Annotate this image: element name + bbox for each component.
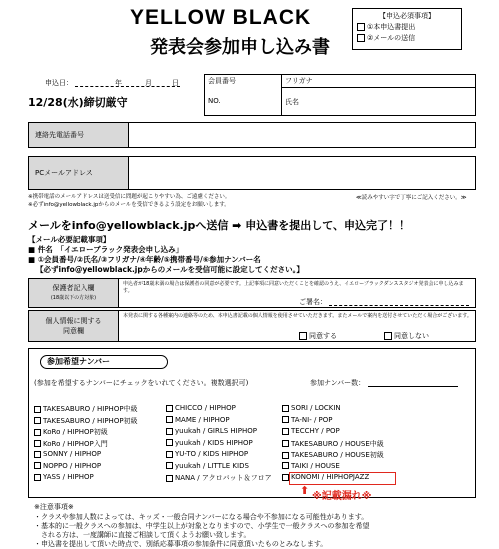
guardian-row [28, 278, 476, 308]
number-option-label: KoRo / HIPHOP入門 [43, 439, 108, 448]
required-item-1[interactable]: ①本申込書提出 [357, 22, 457, 33]
checkbox-icon [34, 429, 41, 436]
checkbox-icon [166, 462, 173, 469]
checkbox-icon [282, 474, 289, 481]
name-field[interactable]: 氏名 [282, 88, 476, 116]
note-line: ・申込書を提出して頂いた時点で、別紙応募事項の参加条件に同意頂いたものとみなします。 [34, 540, 328, 548]
number-option-label: yuukah / GIRLS HIPHOP [175, 427, 257, 435]
number-option-label: TAKESABURO / HIPHOP中級 [43, 405, 138, 413]
number-option[interactable] [34, 462, 101, 470]
number-count-label: 参加ナンバー数： [310, 379, 366, 387]
guardian-text: 申込者が18歳未満の場合は保護者の同意が必要です。上記事項に同意いただくことを確認のうえ、イエローブラックダンススタジオ発表会に申し込みます。 [123, 281, 464, 294]
number-option-label: TECCHY / POP [291, 427, 340, 435]
number-option[interactable] [34, 416, 138, 426]
checkbox-icon [166, 416, 173, 423]
number-option-label: NANA / アクロバット＆フロア [175, 474, 272, 482]
number-option[interactable] [166, 427, 257, 435]
number-option[interactable] [282, 416, 332, 424]
checkbox-icon [299, 332, 307, 340]
phone-input[interactable] [130, 123, 475, 147]
number-option[interactable] [166, 473, 272, 483]
checkbox-icon [34, 406, 41, 413]
numbers-instruction: (参加を希望するナンバーにチェックをいれてください。複数選択可) [34, 379, 249, 387]
mail-body: ■ ①会員番号/②氏名/③フリガナ/④年齢/⑤携帯番号/⑥参加ナンバー名 [28, 255, 261, 264]
number-option[interactable] [282, 439, 384, 449]
notes-title: ※注意事項※ [34, 503, 74, 511]
checkbox-icon [166, 475, 173, 482]
checkbox-icon [166, 428, 173, 435]
pc-mail-input[interactable] [130, 157, 475, 189]
note-line: ・クラスや参加人数によっては、キッズ・一般合同ナンバーになる場合や不参加になる可能性があります。 [34, 513, 369, 521]
pc-mail-row [28, 156, 476, 190]
furigana-label: フリガナ [282, 75, 476, 88]
checkbox-icon [282, 440, 289, 447]
number-option[interactable] [166, 450, 248, 458]
checkbox-icon [282, 405, 289, 412]
privacy-text: 本発表に関する各種案内の連絡等のため、本申込書記載の個人情報を使用させていただきます。またメールで案内を送付させていただく場合がございます。 [123, 313, 472, 319]
guardian-label: 保護者記入欄 (18歳以下の方対象) [29, 279, 119, 307]
checkbox-icon [34, 462, 41, 469]
number-option[interactable] [34, 439, 108, 449]
number-option-label: TAKESABURO / HOUSE初級 [291, 451, 384, 459]
apply-date-field[interactable] [75, 86, 180, 87]
legible-note: ≪読みやすい字で丁寧にご記入ください。≫ [356, 195, 467, 201]
number-option-label: MAME / HIPHOP [175, 415, 230, 424]
number-option[interactable] [34, 404, 138, 414]
number-option-label: KONOMI / HIPHOPJAZZ [291, 473, 370, 481]
number-option-label: TAIKI / HOUSE [291, 461, 340, 470]
number-option-label: YASS / HIPHOP [43, 473, 94, 481]
checkbox-icon [384, 332, 392, 340]
note-line: ・基本的に一般クラスへの参加は、中学生以上が対象となりますので、小学生で一般クラスへの参加を希望 [34, 522, 370, 530]
number-option[interactable] [166, 462, 249, 470]
number-option-label: CHICCO / HIPHOP [175, 404, 236, 412]
title-japanese: 発表会参加申し込み書 [150, 37, 330, 57]
number-option-label: TA-NI- / POP [291, 415, 333, 424]
member-no-label: 会員番号 [205, 75, 282, 88]
number-option-label: TAKESABURO / HOUSE中級 [291, 439, 384, 448]
number-option-label: yuukah / LITTLE KIDS [175, 461, 249, 470]
checkbox-icon [34, 440, 41, 447]
checkbox-icon [357, 34, 365, 42]
checkbox-icon [166, 405, 173, 412]
title-english: YELLOW BLACK [130, 6, 312, 29]
privacy-agree[interactable]: 同意する [299, 331, 337, 341]
number-option-label: NOPPO / HIPHOP [43, 461, 102, 470]
required-item-2[interactable]: ②メールの送信 [357, 33, 457, 44]
checkbox-icon [34, 451, 41, 458]
phone-row [28, 122, 476, 148]
number-option[interactable] [166, 404, 236, 412]
number-option-label: yuukah / KIDS HIPHOP [175, 438, 253, 447]
number-count-field[interactable] [368, 386, 458, 387]
checkbox-icon [166, 451, 173, 458]
mail-subject: ■ 件名 「イエローブラック発表会申し込み」 [28, 245, 184, 254]
arrow-up-icon: ⬆ [300, 484, 310, 497]
number-option-label: YU-TO / KIDS HIPHOP [175, 450, 249, 458]
required-items-box [352, 8, 462, 50]
number-option[interactable] [282, 450, 384, 460]
checkbox-icon [34, 417, 41, 424]
privacy-row [28, 310, 476, 342]
checkbox-icon [34, 474, 41, 481]
number-option[interactable] [282, 462, 340, 470]
number-option-label: SORI / LOCKIN [291, 404, 341, 412]
note-line: される方は、一度講師に直接ご相談して頂くようお願い致します。 [34, 531, 251, 539]
required-items-title: 【申込必須事項】 [379, 12, 435, 20]
number-option[interactable] [282, 427, 340, 435]
number-option[interactable] [34, 450, 101, 458]
phone-label: 連絡先電話番号 [29, 123, 129, 147]
member-name-table [204, 74, 476, 116]
checkbox-icon [282, 462, 289, 469]
deadline: 12/28(水)締切厳守 [28, 96, 128, 109]
privacy-disagree[interactable]: 同意しない [384, 331, 429, 341]
apply-date-label: 申込日： [45, 79, 73, 87]
number-option[interactable] [34, 427, 108, 437]
checkbox-icon [357, 23, 365, 31]
pc-mail-label: PCメールアドレス [29, 157, 129, 189]
checkbox-icon [282, 428, 289, 435]
guardian-sign-field[interactable] [329, 305, 469, 306]
member-no-field[interactable]: NO. [205, 88, 282, 116]
application-form: YELLOW BLACK 発表会参加申し込み書 【申込必須事項】 ①本申込書提出 ②メールの送信 申込日： 年 月 日 会員番号 フリガナ NO. 氏名 12/28(水)締切厳守 連絡先電話番号 PCメールアドレス ※携帯電話のメールアドレスは送受信に問題が起こりやすい為、ご遠慮ください。 ※必ずinfo@yellowblack.jpからのメールを受信できるよう設定をお願いします。 ≪読みやすい字で丁寧にご記入ください。≫ メールをinfo@yellowblack.jpへ送信 ➡ 申込書を提出して、申込完了！！ 【メール必要記載事項】 ■ 件名 「イエローブラック発表会申し込み」 ■ ①会員番号/②氏名/③フリガナ/④年齢/⑤携帯番号/⑥参加ナンバー名 【必ずinfo@yellowblack.jpからのメールを受信可能に設定してください。】 保護者記入欄 (18歳以下の方対象) 申込者が18歳未満の場合は保護者の同意が必要です。上記事項に同意いただくことを確認のうえ、イエローブラックダンススタジオ発表会に申し込みます。 ご署名： 個人情報に関する 同意欄 本発表に関する各種案内の連絡等のため、本申込書記載の個人情報を使用させていただきます。またメールで案内を送付させていただく場合がございます。 同意する 同意しない 参加希望ナンバー (参加を希望するナンバーにチェックをいれてください。複数選択可) 参加ナンバー数： TAKESABURO / HIPHOP中級 TAKESABURO / HIPHOP初級 KoRo / HIPHOP初級 KoRo / HIPHOP入門 SONNY / HIPHOP NOPPO / HIPHOP YASS / HIPHOP CHICCO / HIPHOP MAME / HIPHOP yuukah / GIRLS HIPHOP yuukah / KIDS HIPHOP YU-TO / KIDS HIPHOP yuukah / LITTLE KIDS NANA / アクロバット＆フロア SORI / LOCKIN TA-NI- / POP TECCHY / POP TAKESABURO / HOUSE中級 TAKESABURO / HOUSE初級 TAIKI / HOUSE KONOMI / HIPHOPJAZZ ⬆ ※記載漏れ※ ※注意事項※ ・クラスや参加人数によっては、キッズ・一般合同ナンバーになる場合や不参加になる可能性があります。 ・基本的に一般クラスへの参加は、中学生以上が対象となりますので、小学生で一般クラスへの参加を希望 される方は、一度講師に直接ご相談して頂くようお願い致します。 ・申込書を提出して頂いた時点で、別紙応募事項の参加条件に同意頂いたものとみなします。 [0, 0, 499, 549]
mail-notes: ※携帯電話のメールアドレスは送受信に問題が起こりやすい為、ご遠慮ください。 ※必ずinfo@yellowblack.jpからのメールを受信できるよう設定をお願いします。 [28, 194, 231, 208]
guardian-sign-label: ご署名： [299, 298, 327, 306]
number-option[interactable] [166, 416, 230, 424]
number-option[interactable] [34, 473, 94, 481]
number-option-label: SONNY / HIPHOP [43, 450, 102, 458]
privacy-label: 個人情報に関する 同意欄 [29, 311, 119, 341]
missing-note: ※記載漏れ※ [312, 491, 372, 502]
checkbox-icon [166, 439, 173, 446]
checkbox-icon [282, 416, 289, 423]
numbers-section-title: 参加希望ナンバー [40, 355, 168, 369]
number-option[interactable] [166, 439, 253, 447]
mail-instruction: メールをinfo@yellowblack.jpへ送信 ➡ 申込書を提出して、申込完了！！ [28, 219, 410, 232]
number-option-label: KoRo / HIPHOP初級 [43, 428, 108, 436]
number-option[interactable] [282, 404, 341, 412]
number-option-label: TAKESABURO / HIPHOP初級 [43, 416, 138, 425]
checkbox-icon [282, 452, 289, 459]
mail-confirm: 【必ずinfo@yellowblack.jpからのメールを受信可能に設定してください。】 [36, 265, 304, 274]
mail-required-title: 【メール必要記載事項】 [28, 235, 111, 244]
